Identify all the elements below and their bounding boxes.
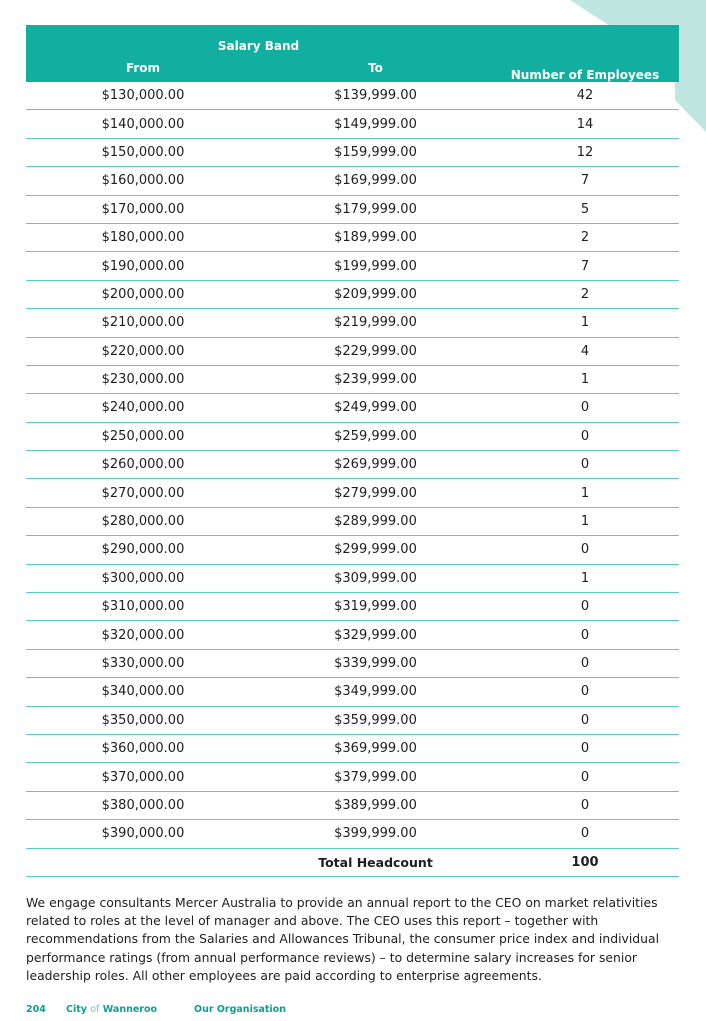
to-cell: $339,999.00	[260, 649, 491, 677]
from-cell: $160,000.00	[26, 167, 260, 195]
from-cell: $180,000.00	[26, 223, 260, 251]
table-row	[26, 763, 679, 791]
count-cell: 1	[491, 365, 679, 393]
to-cell: $219,999.00	[260, 309, 491, 337]
count-cell: 0	[491, 763, 679, 791]
table-header	[26, 25, 679, 82]
from-cell: $260,000.00	[26, 451, 260, 479]
to-cell: $139,999.00	[260, 82, 491, 110]
count-cell: 5	[491, 195, 679, 223]
from-cell: $380,000.00	[26, 791, 260, 819]
from-cell: $370,000.00	[26, 763, 260, 791]
section-name: Our Organisation	[194, 1004, 286, 1015]
from-header: From	[26, 53, 260, 82]
count-cell: 1	[491, 564, 679, 592]
brand-name	[66, 1004, 157, 1015]
from-cell: $390,000.00	[26, 820, 260, 848]
from-cell: $200,000.00	[26, 280, 260, 308]
count-cell: 0	[491, 536, 679, 564]
brand-city: City	[66, 1004, 87, 1015]
to-cell: $399,999.00	[260, 820, 491, 848]
table-row	[26, 138, 679, 166]
from-cell: $240,000.00	[26, 394, 260, 422]
number-of-employees-header: Number of Employees	[491, 25, 679, 82]
to-cell: $209,999.00	[260, 280, 491, 308]
table-row	[26, 252, 679, 280]
count-cell: 1	[491, 309, 679, 337]
to-cell: $239,999.00	[260, 365, 491, 393]
count-cell: 4	[491, 337, 679, 365]
page-number: 204	[26, 1004, 46, 1015]
to-cell: $349,999.00	[260, 678, 491, 706]
to-header: To	[260, 53, 491, 82]
table-row	[26, 820, 679, 848]
to-cell: $259,999.00	[260, 422, 491, 450]
table-row	[26, 536, 679, 564]
count-cell: 0	[491, 649, 679, 677]
table-row	[26, 394, 679, 422]
count-cell: 0	[491, 706, 679, 734]
to-cell: $319,999.00	[260, 593, 491, 621]
table-row	[26, 649, 679, 677]
from-cell: $270,000.00	[26, 479, 260, 507]
table-row	[26, 479, 679, 507]
table-row	[26, 734, 679, 762]
to-cell: $389,999.00	[260, 791, 491, 819]
table-row	[26, 337, 679, 365]
table-row	[26, 110, 679, 138]
from-cell: $310,000.00	[26, 593, 260, 621]
from-cell: $210,000.00	[26, 309, 260, 337]
table-row	[26, 507, 679, 535]
table-row	[26, 451, 679, 479]
table-row	[26, 422, 679, 450]
page-footer	[26, 1004, 286, 1015]
to-cell: $169,999.00	[260, 167, 491, 195]
from-cell: $150,000.00	[26, 138, 260, 166]
from-cell: $190,000.00	[26, 252, 260, 280]
count-cell: 7	[491, 252, 679, 280]
to-cell: $269,999.00	[260, 451, 491, 479]
count-cell: 12	[491, 138, 679, 166]
table-row	[26, 167, 679, 195]
to-cell: $179,999.00	[260, 195, 491, 223]
from-cell: $330,000.00	[26, 649, 260, 677]
to-cell: $369,999.00	[260, 734, 491, 762]
count-cell: 0	[491, 791, 679, 819]
to-cell: $329,999.00	[260, 621, 491, 649]
table-body	[26, 82, 679, 848]
table-row	[26, 706, 679, 734]
from-cell: $360,000.00	[26, 734, 260, 762]
table-row	[26, 564, 679, 592]
count-cell: 1	[491, 479, 679, 507]
total-row	[26, 848, 679, 876]
count-cell: 0	[491, 451, 679, 479]
to-cell: $149,999.00	[260, 110, 491, 138]
count-cell: 0	[491, 734, 679, 762]
to-cell: $249,999.00	[260, 394, 491, 422]
body-paragraph: We engage consultants Mercer Australia to provide an annual report to the CEO on market relativities related to roles at the level of manager and above. The CEO uses this report – together with recommendations from the Salaries and Allowances Tribunal, the consumer price index and individual performance ratings (from annual performance reviews) – to determine salary increases for senior leadership roles. All other employees are paid according to enterprise agreements.	[26, 895, 660, 983]
from-cell: $340,000.00	[26, 678, 260, 706]
table-row	[26, 365, 679, 393]
count-cell: 0	[491, 678, 679, 706]
count-cell: 2	[491, 223, 679, 251]
salary-band-header: Salary Band	[26, 25, 491, 53]
count-cell: 2	[491, 280, 679, 308]
from-cell: $140,000.00	[26, 110, 260, 138]
total-headcount-value: 100	[491, 848, 679, 876]
table-row	[26, 195, 679, 223]
salary-band-table	[26, 25, 679, 877]
table-row	[26, 223, 679, 251]
count-cell: 14	[491, 110, 679, 138]
count-cell: 0	[491, 422, 679, 450]
from-cell: $290,000.00	[26, 536, 260, 564]
from-cell: $130,000.00	[26, 82, 260, 110]
to-cell: $229,999.00	[260, 337, 491, 365]
from-cell: $300,000.00	[26, 564, 260, 592]
table-row	[26, 791, 679, 819]
table-row	[26, 621, 679, 649]
count-cell: 0	[491, 621, 679, 649]
from-cell: $230,000.00	[26, 365, 260, 393]
table-row	[26, 593, 679, 621]
table-row	[26, 280, 679, 308]
count-cell: 42	[491, 82, 679, 110]
brand-of: of	[90, 1004, 100, 1015]
to-cell: $359,999.00	[260, 706, 491, 734]
from-cell: $350,000.00	[26, 706, 260, 734]
table-row	[26, 82, 679, 110]
to-cell: $279,999.00	[260, 479, 491, 507]
to-cell: $199,999.00	[260, 252, 491, 280]
total-empty-cell	[26, 848, 260, 876]
table-row	[26, 678, 679, 706]
count-cell: 1	[491, 507, 679, 535]
to-cell: $299,999.00	[260, 536, 491, 564]
from-cell: $170,000.00	[26, 195, 260, 223]
from-cell: $280,000.00	[26, 507, 260, 535]
table-row	[26, 309, 679, 337]
count-cell: 0	[491, 593, 679, 621]
total-headcount-label: Total Headcount	[260, 848, 491, 876]
to-cell: $289,999.00	[260, 507, 491, 535]
to-cell: $189,999.00	[260, 223, 491, 251]
from-cell: $250,000.00	[26, 422, 260, 450]
from-cell: $320,000.00	[26, 621, 260, 649]
count-cell: 0	[491, 820, 679, 848]
count-cell: 0	[491, 394, 679, 422]
to-cell: $379,999.00	[260, 763, 491, 791]
to-cell: $159,999.00	[260, 138, 491, 166]
count-cell: 7	[491, 167, 679, 195]
from-cell: $220,000.00	[26, 337, 260, 365]
brand-wanneroo: Wanneroo	[102, 1004, 158, 1015]
to-cell: $309,999.00	[260, 564, 491, 592]
